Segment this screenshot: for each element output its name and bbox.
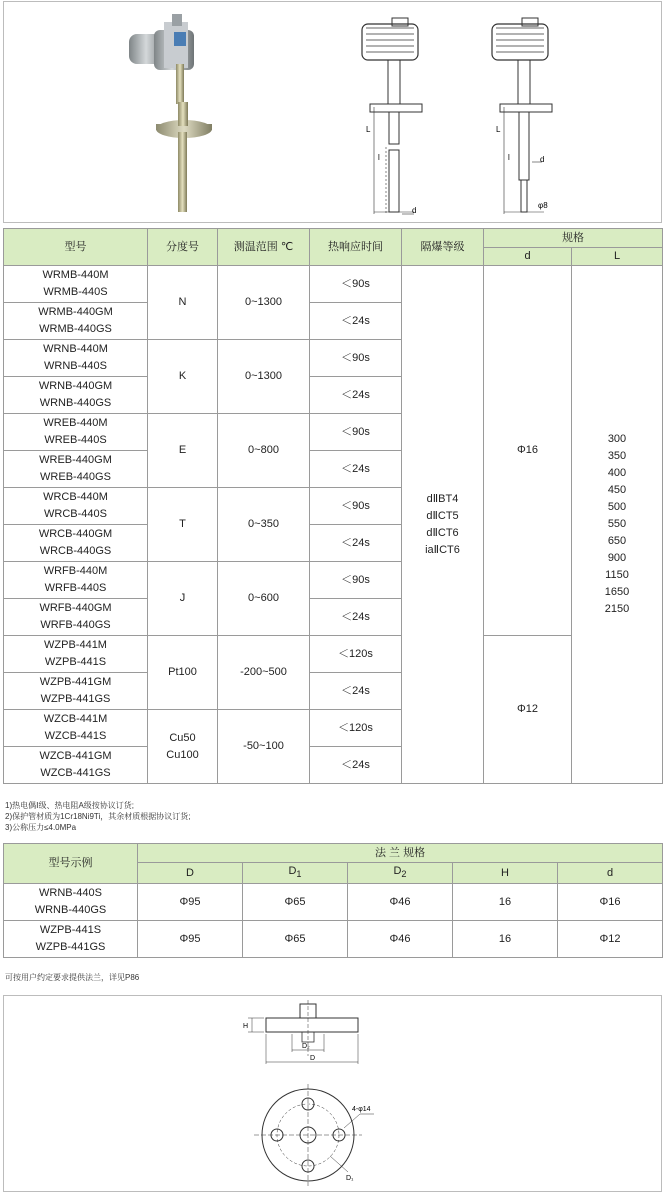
header-D1-main: D [288,865,297,877]
H-cell: 16 [453,884,558,921]
D-cell: Φ95 [138,921,243,958]
flange-note: 可按用户约定要求提供法兰，详见P86 [5,973,140,982]
product-image-panel [3,1,662,223]
D-cell: Φ95 [138,884,243,921]
model-cell: WZCB-441M WZCB-441S [4,710,148,747]
response-cell: ＜90s [310,562,402,599]
model-cell: WREB-440M WREB-440S [4,414,148,451]
grade-cell: J [148,562,218,636]
range-cell: 0~800 [218,414,310,488]
dim-D1-label: D₁ [346,1175,354,1182]
model-cell: WRFB-440M WRFB-440S [4,562,148,599]
header-D2-main: D [393,865,402,877]
grade-cell: Pt100 [148,636,218,710]
header-d: d [558,863,663,884]
d-value-cell: Φ12 [484,636,572,784]
d-cell: Φ12 [558,921,663,958]
length-L-label: L [366,125,371,134]
model-cell: WZPB-441GM WZPB-441GS [4,673,148,710]
range-cell: -50~100 [218,710,310,784]
flange-front-view [234,1080,434,1190]
model-cell: WRFB-440GM WRFB-440GS [4,599,148,636]
grade-cell: N [148,266,218,340]
header-D1-sub: 1 [296,869,302,880]
range-cell: 0~1300 [218,266,310,340]
response-cell: ＜90s [310,414,402,451]
explosion-grade-cell: dⅡBT4 dⅡCT5 dⅡCT6 iaⅡCT6 [402,266,484,784]
note-item: 3)公称压力≤4.0MPa [5,823,77,832]
flange-drawing-panel [3,995,662,1192]
header-grade: 分度号 [148,229,218,266]
model-cell: WRMB-440GM WRMB-440GS [4,303,148,340]
diameter-d-label: d [412,206,417,215]
response-cell: ＜90s [310,266,402,303]
model-cell: WRNB-440GM WRNB-440GS [4,377,148,414]
header-D2 [348,863,453,884]
grade-cell: Cu50 Cu100 [148,710,218,784]
response-cell: ＜24s [310,599,402,636]
response-cell: ＜24s [310,377,402,414]
header-D2-sub: 2 [401,869,407,880]
dim-D-label: D [310,1055,316,1062]
model-cell: WZCB-441GM WZCB-441GS [4,747,148,784]
notes [5,800,191,833]
product-photo [104,2,304,220]
D2-cell: Φ46 [348,921,453,958]
spec-table [3,228,663,784]
range-cell: 0~1300 [218,340,310,414]
grade-cell: E [148,414,218,488]
D2-cell: Φ46 [348,884,453,921]
header-spec: 规格 [484,229,663,248]
header-model: 型号 [4,229,148,266]
model-cell: WRMB-440M WRMB-440S [4,266,148,303]
diameter-phi8-label: φ8 [538,201,548,210]
dim-H-label: H [243,1023,249,1030]
header-response: 热响应时间 [310,229,402,266]
table-row [4,921,663,958]
response-cell: ＜24s [310,525,402,562]
thermocouple-drawing-1 [344,2,484,220]
header-flange-spec: 法 兰 规格 [138,844,663,863]
D1-cell: Φ65 [243,884,348,921]
response-cell: ＜24s [310,673,402,710]
model-cell: WRNB-440S WRNB-440GS [4,884,138,921]
header-explosion: 隔爆等级 [402,229,484,266]
range-cell: 0~600 [218,562,310,636]
flange-spec-table [3,843,663,958]
dim-D2-label: D₂ [302,1043,310,1050]
response-cell: ＜90s [310,340,402,377]
response-cell: ＜24s [310,747,402,784]
model-cell: WZPB-441S WZPB-441GS [4,921,138,958]
response-cell: ＜120s [310,710,402,747]
model-cell: WRCB-440M WRCB-440S [4,488,148,525]
note-item: 2)保护管材质为1Cr18Ni9Ti，其余材质根据协议订货; [5,812,191,821]
length-L-label: L [496,125,501,134]
H-cell: 16 [453,921,558,958]
response-cell: ＜24s [310,303,402,340]
flange-side-view [234,996,434,1076]
D1-cell: Φ65 [243,921,348,958]
L-values-cell: 300 350 400 450 500 550 650 900 1150 1650 2150 [572,266,663,784]
response-cell: ＜120s [310,636,402,673]
d-value-cell: Φ16 [484,266,572,636]
header-L: L [572,248,663,266]
grade-cell: T [148,488,218,562]
header-D1 [243,863,348,884]
response-cell: ＜24s [310,451,402,488]
header-H: H [453,863,558,884]
header-range: 测温范围 ℃ [218,229,310,266]
model-cell: WRNB-440M WRNB-440S [4,340,148,377]
diameter-d-label: d [540,155,545,164]
holes-label: 4-φ14 [352,1106,371,1113]
length-l-label: l [378,153,380,162]
header-model-example: 型号示例 [4,844,138,884]
length-l-label: l [508,153,510,162]
note-item: 1)热电偶Ⅰ级、热电阻A级按协议订货; [5,801,135,810]
model-cell: WZPB-441M WZPB-441S [4,636,148,673]
thermocouple-drawing-2 [474,2,614,220]
header-d: d [484,248,572,266]
response-cell: ＜90s [310,488,402,525]
model-cell: WREB-440GM WREB-440GS [4,451,148,488]
table-row [4,884,663,921]
grade-cell: K [148,340,218,414]
range-cell: -200~500 [218,636,310,710]
d-cell: Φ16 [558,884,663,921]
range-cell: 0~350 [218,488,310,562]
model-cell: WRCB-440GM WRCB-440GS [4,525,148,562]
header-D: D [138,863,243,884]
